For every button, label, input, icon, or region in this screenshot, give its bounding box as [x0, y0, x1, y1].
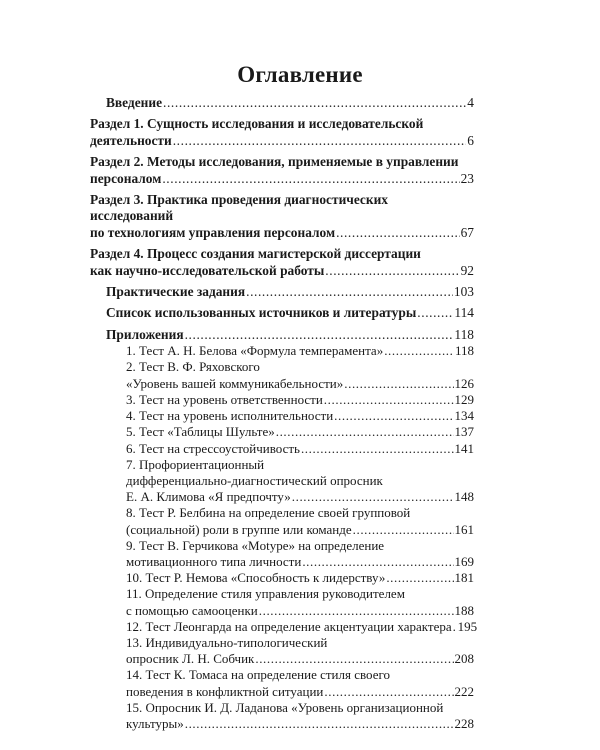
page-number: 67 — [460, 224, 474, 240]
page-number: 161 — [454, 521, 474, 537]
dot-leader — [173, 133, 467, 149]
dot-leader — [185, 716, 454, 732]
toc-subentry-test-14[interactable] — [90, 667, 474, 699]
toc-entry-title: Е. А. Климова «Я предпочту» — [126, 489, 291, 505]
toc-entry-title: 8. Тест Р. Белбина на определение своей групповой — [126, 505, 411, 521]
toc-entry-title: по технологиям управления персоналом — [90, 224, 336, 240]
toc-entry-title: дифференциально-диагностический опросник — [126, 472, 383, 488]
page-number: 188 — [454, 602, 474, 618]
toc-subentry-test-5[interactable] — [90, 424, 474, 440]
dot-leader — [255, 651, 453, 667]
toc-entry-title: опросник Л. Н. Собчик — [126, 651, 255, 667]
toc-entry-title: Раздел 3. Практика проведения диагностических исследований — [90, 192, 389, 224]
toc-entry-title: поведения в конфликтной ситуации — [126, 683, 324, 699]
dot-leader — [246, 284, 453, 300]
toc-subentry-test-4[interactable] — [90, 408, 474, 424]
toc-entry-title: деятельности — [90, 132, 172, 148]
page-title: Оглавление — [237, 62, 363, 87]
dot-leader — [336, 225, 460, 241]
page-number: 228 — [454, 715, 474, 731]
page-number: 169 — [454, 553, 474, 569]
toc-entry-title: 12. Тест Леонгарда на определение акцентуации характера — [126, 618, 452, 634]
toc-entry-section-1[interactable] — [90, 116, 474, 149]
page-number: 129 — [454, 391, 474, 407]
dot-leader — [301, 441, 454, 457]
page-number: 137 — [454, 424, 474, 440]
page-number: 148 — [454, 489, 474, 505]
toc-entry-title: 14. Тест К. Томаса на определение стиля своего — [126, 667, 390, 683]
page-number: 134 — [454, 408, 474, 424]
page-number: 195 — [457, 618, 478, 634]
dot-leader — [386, 570, 453, 586]
toc-subentry-test-10[interactable] — [90, 570, 474, 586]
page-number: 222 — [454, 683, 474, 699]
dot-leader — [162, 171, 459, 187]
toc-subentry-test-13[interactable] — [90, 635, 474, 667]
toc-entry-title: «Уровень вашей коммуникабельности» — [126, 375, 344, 391]
toc-entry-title: Раздел 4. Процесс создания магистерской диссертации — [90, 246, 421, 262]
dot-leader — [185, 327, 454, 343]
toc-entry-title: Введение — [106, 95, 163, 110]
dot-leader — [163, 95, 466, 111]
table-of-contents — [90, 95, 478, 732]
dot-leader — [453, 619, 457, 635]
toc-subentry-test-2[interactable] — [90, 359, 474, 391]
toc-entry-title: культуры» — [126, 715, 184, 731]
toc-entry-title: мотивационного типа личности — [126, 553, 302, 569]
toc-entry-title: Раздел 2. Методы исследования, применяемые в управлении — [90, 154, 459, 170]
toc-entry-title: Список использованных источников и литературы — [106, 305, 417, 321]
toc-subentry-test-11[interactable] — [90, 586, 474, 618]
dot-leader — [302, 554, 453, 570]
page-number: 208 — [454, 651, 474, 667]
toc-subentry-test-7[interactable] — [90, 457, 474, 506]
dot-leader — [325, 263, 459, 279]
page-number: 126 — [454, 375, 474, 391]
toc-subentry-test-1[interactable] — [90, 343, 474, 359]
toc-entry-title: 4. Тест на уровень исполнительности — [126, 408, 334, 424]
toc-entry-title: 3. Тест на уровень ответственности — [126, 391, 323, 407]
page-number: 103 — [453, 284, 474, 300]
dot-leader — [324, 684, 453, 700]
page-number: 92 — [460, 262, 474, 278]
dot-leader — [276, 424, 454, 440]
page-number: 23 — [460, 170, 474, 186]
dot-leader — [384, 343, 454, 359]
toc-entry-title: 10. Тест Р. Немова «Способность к лидерству» — [126, 570, 386, 586]
dot-leader — [417, 305, 453, 321]
page-number: 4 — [467, 95, 474, 110]
dot-leader — [324, 392, 454, 408]
dot-leader — [292, 489, 454, 505]
page-number: 118 — [454, 343, 474, 359]
page-number: 141 — [454, 440, 474, 456]
toc-entry-title: персоналом — [90, 170, 162, 186]
page-number: 118 — [454, 326, 474, 342]
toc-subentry-test-3[interactable] — [90, 392, 474, 408]
toc-entry-title: 13. Индивидуально-типологический — [126, 634, 328, 650]
toc-entry-title: как научно-исследовательской работы — [90, 262, 325, 278]
dot-leader — [353, 522, 454, 538]
toc-entry-title: 1. Тест А. Н. Белова «Формула темперамента» — [126, 343, 384, 359]
page-number: 181 — [454, 570, 474, 586]
toc-entry-title: 7. Профориентационный — [126, 456, 265, 472]
toc-entry-practical-tasks[interactable] — [90, 284, 474, 300]
toc-entry-title: с помощью самооценки — [126, 602, 258, 618]
toc-entry-title: 11. Определение стиля управления руководителем — [126, 586, 405, 602]
toc-entry-title: Приложения — [106, 326, 184, 342]
toc-entry-title: 5. Тест «Таблицы Шульте» — [126, 424, 275, 440]
toc-subentry-test-15[interactable] — [90, 700, 474, 732]
toc-entry-title: Практические задания — [106, 284, 246, 300]
toc-entry-title: 2. Тест В. Ф. Ряховского — [126, 359, 260, 375]
toc-subentry-test-9[interactable] — [90, 538, 474, 570]
toc-entry-title: 15. Опросник И. Д. Ладанова «Уровень организационной — [126, 699, 444, 715]
toc-subentry-test-12[interactable] — [90, 618, 478, 635]
toc-entry-section-4[interactable] — [90, 246, 474, 279]
toc-subentry-test-8[interactable] — [90, 505, 474, 537]
toc-entry-sources[interactable] — [90, 305, 474, 321]
toc-entry-section-3[interactable] — [90, 192, 474, 241]
toc-entry-appendix[interactable] — [90, 327, 474, 343]
toc-subentry-test-6[interactable] — [90, 441, 474, 457]
toc-entry-section-2[interactable] — [90, 154, 474, 187]
toc-entry-title: 9. Тест В. Герчикова «Motype» на определение — [126, 537, 385, 553]
page-number: 114 — [454, 305, 474, 321]
toc-entry-title: Раздел 1. Сущность исследования и исследовательской — [90, 116, 424, 132]
dot-leader — [334, 408, 453, 424]
page-number: 6 — [467, 132, 474, 148]
toc-entry-title: (социальной) роли в группе или команде — [126, 521, 352, 537]
toc-entry-intro[interactable] — [90, 95, 474, 111]
dot-leader — [344, 376, 453, 392]
toc-entry-title: 6. Тест на стрессоустойчивость — [126, 440, 300, 456]
dot-leader — [259, 603, 454, 619]
